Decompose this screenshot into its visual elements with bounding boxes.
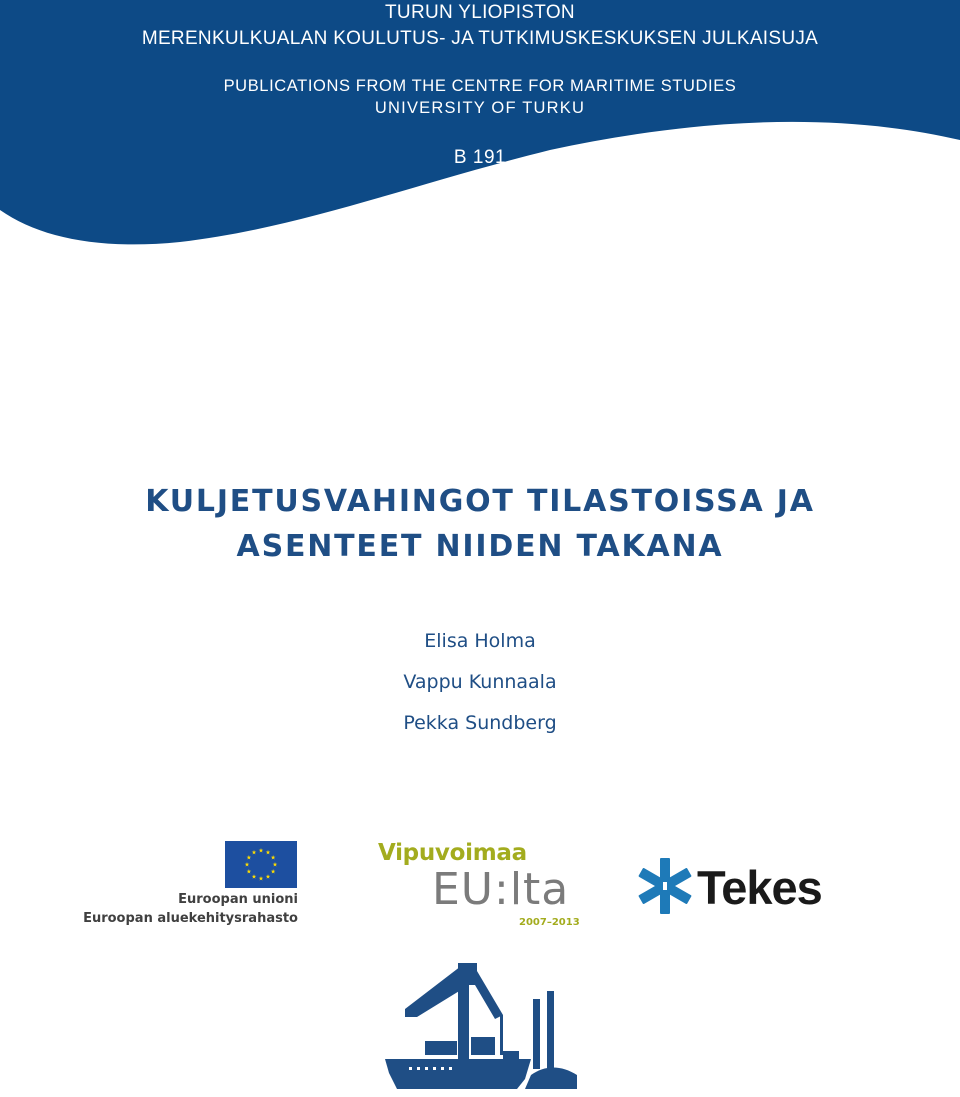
series-title-finnish: TURUN YLIOPISTON xyxy=(385,2,575,23)
author-2: Vappu Kunnaala xyxy=(403,671,557,693)
tekes-snowflake-icon xyxy=(638,856,692,916)
document-title-line-1: KULJETUSVAHINGOT TILASTOISSA JA xyxy=(145,484,815,519)
document-title-line-2: ASENTEET NIIDEN TAKANA xyxy=(236,529,724,564)
author-3: Pekka Sundberg xyxy=(403,712,557,734)
series-number: B 191 xyxy=(453,147,507,168)
vipuvoimaa-logo-line-1: Vipuvoimaa xyxy=(378,840,527,866)
author-1: Elisa Holma xyxy=(424,630,536,652)
eu-logo-line-1: Euroopan unioni xyxy=(178,892,298,907)
series-title-english: PUBLICATIONS FROM THE CENTRE FOR MARITIME STUDIES xyxy=(223,77,737,95)
eu-flag-icon xyxy=(225,841,297,888)
eu-logo-line-2: Euroopan aluekehitysrahasto xyxy=(83,911,298,926)
series-subtitle-finnish: MERENKULKUALAN KOULUTUS- JA TUTKIMUSKESKUKSEN JULKAISUJA xyxy=(141,28,819,49)
publication-year: 2012 xyxy=(457,175,503,196)
vipuvoimaa-logo-period: 2007–2013 xyxy=(519,917,580,928)
port-crane-ship-icon xyxy=(385,955,577,1093)
tekes-logo-text: Tekes xyxy=(697,861,822,914)
university-name: UNIVERSITY OF TURKU xyxy=(374,99,586,117)
vipuvoimaa-logo-line-2: EU:lta xyxy=(432,864,570,915)
